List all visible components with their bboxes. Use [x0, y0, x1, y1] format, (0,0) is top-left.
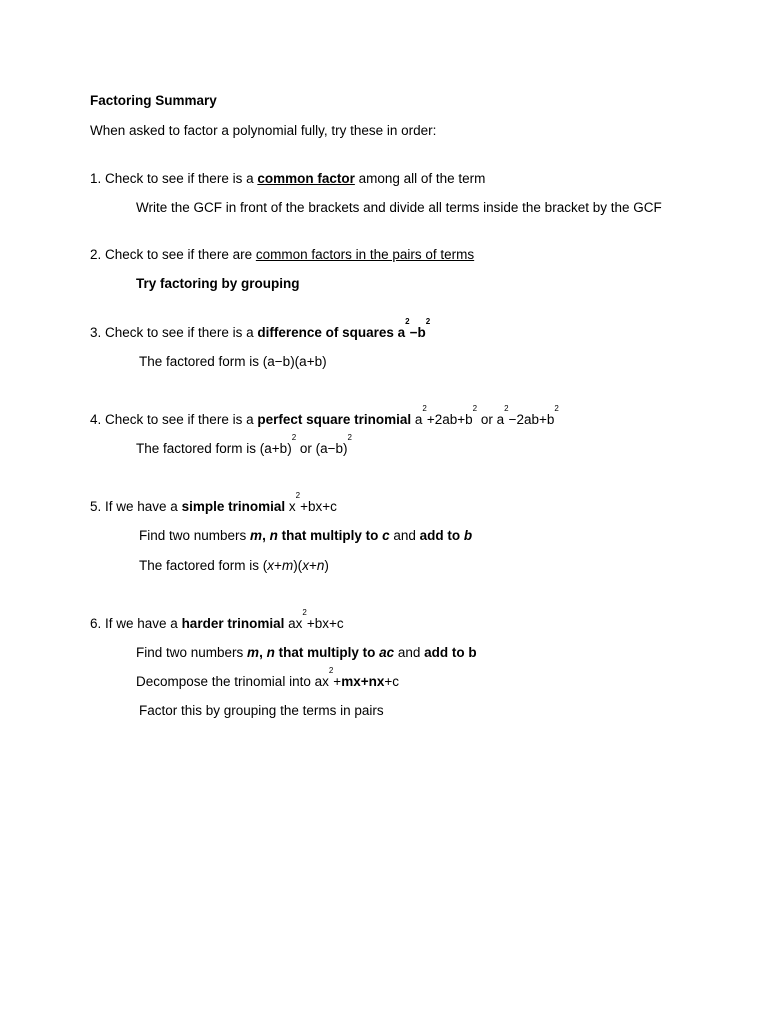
- step-3-detail: The factored form is (a−b)(a+b): [139, 354, 327, 369]
- step-5-heading: 5. If we have a simple trinomial $x^2+bx+c$: [90, 491, 337, 514]
- step-1-heading: 1. Check to see if there is a common factor among all of the term: [90, 171, 486, 186]
- step-2-detail: Try factoring by grouping: [136, 276, 300, 291]
- step-4-detail: The factored form is $(a+b)^2$ or $(a-b)^2$: [136, 433, 352, 456]
- step-5-find-numbers: Find two numbers m, n that multiply to c and add to b: [139, 528, 473, 543]
- step-6-heading: 6. If we have a harder trinomial $ax^2+bx+c$: [90, 608, 344, 631]
- step-6-grouping: Factor this by grouping the terms in pairs: [139, 703, 384, 718]
- step-6-find-numbers: Find two numbers m, n that multiply to ac and add to b: [136, 645, 477, 660]
- step-3-heading: 3. Check to see if there is a difference of squares $a^2-b^2$: [90, 317, 431, 340]
- step-2-heading: 2. Check to see if there are common factors in the pairs of terms: [90, 247, 475, 262]
- step-6-decompose: Decompose the trinomial into $ax^2+mx+nx+c$: [136, 666, 399, 689]
- step-1-detail: Write the GCF in front of the brackets and divide all terms inside the bracket by the GCF: [136, 200, 662, 215]
- page-title: Factoring Summary: [90, 93, 217, 108]
- intro-text: When asked to factor a polynomial fully, try these in order:: [90, 123, 437, 138]
- step-4-heading: 4. Check to see if there is a perfect square trinomial $a^2+2ab+b^2$ or $a^2-2ab+b^2$: [90, 404, 559, 427]
- step-5-factored-form: The factored form is (x+m)(x+n): [139, 558, 329, 573]
